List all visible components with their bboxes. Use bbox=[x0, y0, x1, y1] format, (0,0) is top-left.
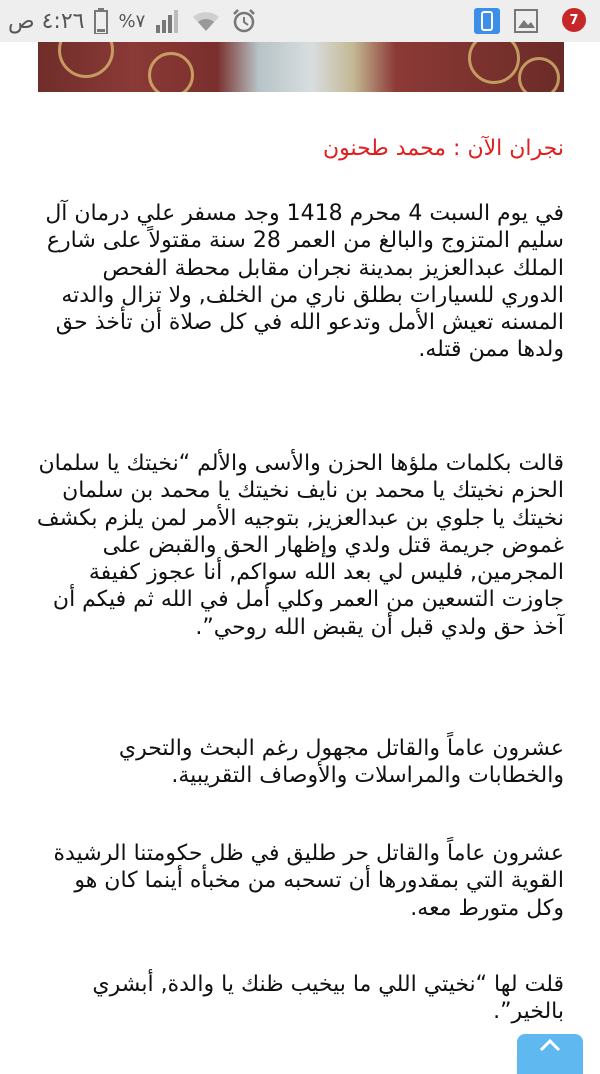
article-byline: نجران الآن : محمد طحنون bbox=[322, 136, 564, 161]
status-bar-system bbox=[8, 0, 257, 42]
image-icon bbox=[514, 0, 538, 42]
phone-icon bbox=[474, 0, 500, 42]
article-paragraph: قلت لها “نخيتي اللي ما بيخيب ظنك يا والدة, أبشري بالخير”. bbox=[92, 972, 564, 1025]
scroll-to-top-button[interactable] bbox=[517, 1034, 583, 1074]
signal-icon bbox=[155, 0, 181, 42]
article-paragraph: عشرون عاماً والقاتل مجهول رغم البحث والتحري والخطابات والمراسلات والأوصاف التقريبية. bbox=[118, 736, 564, 789]
status-bar bbox=[0, 0, 600, 42]
article-paragraph: عشرون عاماً والقاتل حر طليق في ظل حكومتنا الرشيدة القوية التي بمقدورها أن تسحبه من مخبأه أينما كان هو وكل متورط معه. bbox=[53, 841, 564, 921]
battery-icon bbox=[94, 0, 108, 42]
article-paragraph: قالت بكلمات ملؤها الحزن والأسى والألم “نخيتك يا سلمان الحزم نخيتك يا محمد بن نايف نخيتك يا محمد بن سلمان نخيتك يا جلوي بن عبدالعزيز, بتوجيه الأمر لمن يلزم بكشف غموض جريمة قتل ولدي وإظهار الحق والقبض على المجرمين, فليس لي بعد الله سواكم, أنا عجوز كفيفة جاوزت التسعين من العمر وكلي أمل في الله ثم فيكم أن آخذ حق ولدي قبل أن يقبض الله روحي”. bbox=[36, 451, 564, 640]
alarm-icon bbox=[231, 0, 257, 42]
chevron-up-icon bbox=[538, 1038, 562, 1052]
article-header-image bbox=[38, 42, 564, 92]
wifi-icon bbox=[191, 0, 221, 42]
battery-percent: %٧ bbox=[118, 10, 146, 32]
clock: ٤:٢٦ ص bbox=[8, 8, 85, 34]
notification-count-badge: 7 bbox=[562, 8, 586, 32]
article-paragraph: في يوم السبت 4 محرم 1418 وجد مسفر علي درمان آل سليم المتزوج والبالغ من العمر 28 سنة مقتولاً على شارع الملك عبدالعزيز بمدينة نجران مقابل محطة الفحص الدوري للسيارات بطلق ناري من الخلف, ولا تزال والدته المسنه تعيش الأمل وتدعو الله في كل صلاة أن تأخذ حق ولدها ممن قتله. bbox=[45, 201, 564, 363]
